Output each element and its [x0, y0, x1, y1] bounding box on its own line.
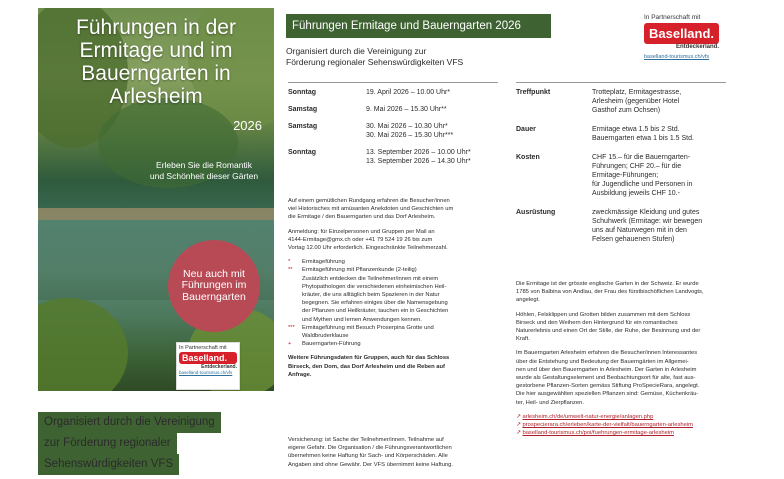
legend-mark: *: [288, 259, 291, 266]
schedule-time: 19. April 2026 – 10.00 Uhr*: [366, 89, 451, 96]
more-dates-line: Birseck, den Dom, das Dorf Arlesheim und die Reben auf: [288, 363, 445, 370]
badge-line: Bauerngarten: [182, 290, 246, 303]
baselland-logo: Baselland.: [644, 23, 719, 44]
info-row: [516, 125, 728, 143]
info-label: Dauer: [516, 126, 536, 133]
info-list: [516, 88, 728, 254]
badge-line: Führungen im: [181, 279, 247, 292]
text-line: 1785 von Balbina von Andlau, der Frau des fürstbischöflichen Landvogts,: [516, 289, 704, 296]
insurance-line: übernehmen keine Haftung für Sach- und Körperschäden. Alle: [288, 453, 448, 460]
more-dates-paragraph: [288, 354, 498, 379]
legend-text: [302, 266, 448, 323]
schedule-row: [288, 148, 498, 166]
organizer-banner: [38, 412, 258, 472]
legend-item: [288, 266, 498, 323]
subtitle-line: Förderung regionaler Sehenswürdigkeiten VFS: [286, 57, 464, 67]
schedule-row: [288, 122, 498, 140]
text-line: angelegt.: [516, 297, 540, 304]
intro-line: viel Historisches mit amüsanten Anekdoten und Geschichten um: [288, 206, 454, 213]
info-label: Kosten: [516, 154, 540, 161]
legend-mark: ***: [288, 324, 295, 331]
poster-title-line: Arlesheim: [109, 85, 203, 108]
bauerngarten-paragraph: [516, 349, 730, 406]
schedule-time: 30. Mai 2026 – 15.30 Uhr***: [366, 132, 454, 139]
link-url[interactable]: arlesheim.ch/de/umwelt-natur-energie/anlagen.php: [522, 413, 654, 420]
text-line: Kraft.: [516, 336, 530, 343]
partner-url[interactable]: baselland-tourismus.ch/vfs: [644, 54, 710, 60]
info-line: Schuhwerk (Ermitage: wir bewegen: [592, 218, 703, 225]
partner-sub: Entdeckerland.: [201, 364, 237, 370]
link-item[interactable]: [516, 429, 730, 437]
partner-label: In Partnerschaft mit: [644, 14, 701, 21]
legend-list: [288, 258, 498, 348]
registration-line: 4144-Ermitage@gmx.ch oder +41 79 524 19 26 bis zum: [288, 236, 433, 243]
schedule-list: [288, 88, 498, 174]
info-row: [516, 208, 728, 244]
partner-badge: [644, 14, 736, 70]
legend-text: [302, 340, 361, 348]
info-line: uns auf Naturwegen mit in den: [592, 227, 687, 234]
legend-line: begegnen. Sie erfahren einiges über die Namensgebung: [302, 300, 448, 307]
info-line: zweckmässige Kleidung und gutes: [592, 209, 700, 216]
footbridge: [38, 208, 274, 220]
legend-item: [288, 258, 498, 266]
insurance-paragraph: [288, 436, 498, 469]
ermitage-paragraph: [516, 280, 730, 305]
mid-text: [288, 197, 498, 379]
poster-year: 2026: [233, 118, 262, 133]
info-value: [592, 153, 692, 198]
info-label: Treffpunkt: [516, 89, 551, 96]
info-line: Arlesheim (gegenüber Hotel: [592, 98, 680, 105]
poster-tagline-line: und Schönheit dieser Gärten: [149, 171, 259, 181]
poster-image: [38, 8, 274, 391]
link-url[interactable]: baselland-tourismus.ch/poi/fuehrungen-ermitage-arlesheim: [522, 430, 674, 437]
text-line: gestorbene Pflanzen-Sorten gemäss Stiftung ProSpecieRara, angelegt.: [516, 383, 700, 390]
text-line: nen und über den Bauerngarten in Arlesheim. Der Garten in Arlesheim: [516, 366, 697, 373]
info-line: Führungen; CHF 20.– für die: [592, 163, 682, 170]
right-text: [516, 280, 730, 437]
link-arrow-icon: ↗: [516, 430, 523, 437]
legend-line: Ermitageführung mit Pflanzenkunde (2-teilig): [302, 267, 417, 274]
more-dates-line: Weitere Führungsdaten für Gruppen, auch für das Schloss: [288, 355, 450, 362]
legend-line: Zusätzlich entdecken die Teilnehmer/innen mit einem: [302, 275, 439, 282]
schedule-day: Sonntag: [288, 89, 316, 96]
subtitle: [286, 46, 463, 68]
text-line: wurde als Gestaltungselement und Beobachtungsort für alte, fast aus-: [516, 375, 696, 382]
info-line: CHF 15.– für die Bauerngarten-: [592, 154, 691, 161]
legend-line: der Pflanzen und Heilkräuter, tauchen ein in Geschichten: [302, 308, 449, 315]
insurance-line: Versicherung: ist Sache der Teilnehmer/innen. Teilnahme auf: [288, 437, 444, 443]
divider: [516, 82, 726, 83]
schedule-time: 9. Mai 2026 – 15.30 Uhr**: [366, 106, 447, 113]
legend-line: Ermitageführung: [302, 259, 345, 266]
schedule-times: [366, 88, 450, 97]
text-line: Birseck und den Weihern den Hintergrund für ein romantisches: [516, 319, 678, 326]
link-item[interactable]: [516, 413, 730, 421]
info-line: Trotteplatz, Ermitagestrasse,: [592, 89, 682, 96]
legend-line: Phytopathologen die verschiedenen einheimischen Heil-: [302, 283, 447, 290]
page-title: Führungen Ermitage und Bauerngarten 2026: [286, 14, 551, 38]
link-arrow-icon: ↗: [516, 413, 523, 420]
legend-text: [302, 324, 434, 340]
grotto-paragraph: [516, 311, 730, 344]
subtitle-line: Organisiert durch die Vereinigung zur: [286, 46, 427, 56]
info-line: Ermitage-Führungen;: [592, 172, 659, 179]
intro-line: die Ermitage / den Bauerngarten und das Dorf Arlesheim.: [288, 214, 436, 221]
info-line: für Jugendliche und Personen in: [592, 181, 693, 188]
poster-tagline: [134, 160, 274, 182]
divider: [288, 82, 498, 83]
organizer-line: Organisiert durch die Vereinigung: [38, 412, 221, 433]
schedule-day: Samstag: [288, 123, 318, 130]
info-label: Ausrüstung: [516, 209, 556, 216]
text-line: über die Entstehung und Bedeutung der Bauerngärten im Allgemei-: [516, 358, 689, 365]
text-line: Die Ermitage ist der grösste englische Garten in der Schweiz. Er wurde: [516, 281, 699, 287]
poster-title-line: Führungen in der: [76, 16, 236, 39]
text-line: Höhlen, Felsklippen und Grotten bilden zusammen mit dem Schloss: [516, 311, 691, 318]
info-line: Felsen gehauenen Stufen): [592, 236, 675, 243]
organizer-line: zur Förderung regionaler: [38, 433, 177, 454]
new-offer-badge: [168, 240, 260, 332]
registration-line: Anmeldung: für Einzelpersonen und Gruppen per Mail an: [288, 228, 435, 235]
info-line: Ermitage etwa 1.5 bis 2 Std.: [592, 126, 680, 133]
poster-title-line: Ermitage und im: [79, 39, 233, 62]
text-line: ter, Heil- und Zierpflanzen.: [516, 399, 584, 406]
info-line: Ausbildung jeweils CHF 10.-: [592, 190, 680, 197]
schedule-times: [366, 148, 471, 166]
info-line: Bauerngarten etwa 1 bis 1.5 Std.: [592, 135, 694, 142]
partner-url[interactable]: baselland-tourismus.ch/vfs: [179, 370, 233, 375]
info-line: Gasthof zum Ochsen): [592, 107, 661, 114]
info-value: [592, 88, 681, 115]
schedule-times: [366, 105, 447, 114]
poster-tagline-line: Erleben Sie die Romantik: [156, 160, 252, 170]
registration-paragraph: [288, 228, 498, 253]
partner-badge-poster: [176, 342, 240, 390]
registration-line: Vortag 12.00 Uhr erforderlich. Eingeschränkte Teilnehmerzahl.: [288, 245, 448, 252]
insurance-line: Angaben sind ohne Gewähr. Der VFS übernimmt keine Haftung.: [288, 461, 453, 468]
schedule-row: [288, 105, 498, 114]
schedule-time: 13. September 2026 – 14.30 Uhr*: [366, 158, 471, 165]
text-line: Im Bauerngarten Arlesheim erfahren die Besucher/innen Interessantes: [516, 350, 698, 357]
intro-paragraph: [288, 197, 498, 222]
schedule-day: Samstag: [288, 106, 318, 113]
baselland-logo: Baselland.: [179, 352, 237, 364]
info-row: [516, 153, 728, 198]
poster-title-line: Bauerngarten in: [81, 62, 231, 85]
schedule-times: [366, 122, 453, 140]
link-url[interactable]: prospecierara.ch/erleben/karte-der-vielfalt/bauerngarten-arlesheim: [522, 422, 693, 429]
legend-mark: +: [288, 341, 292, 348]
text-line: Naturerlebnis und einen Ort der Stille, der Ruhe, der Besinnung und der: [516, 328, 701, 335]
schedule-day: Sonntag: [288, 149, 316, 156]
legend-line: Bauerngarten-Führung: [302, 341, 361, 348]
legend-line: und Mythen und lernen Anwendungen kennen.: [302, 316, 422, 323]
organizer-line: Sehenswürdigkeiten VFS: [38, 454, 179, 475]
legend-line: Waldbruderklause: [302, 333, 349, 340]
legend-line: Ermitageführung mit Besuch Proserpina Grotte und: [302, 324, 434, 331]
intro-line: Auf einem gemütlichen Rundgang erfahren die Besucher/innen: [288, 198, 450, 204]
partner-label: In Partnerschaft mit: [179, 345, 227, 351]
link-arrow-icon: ↗: [516, 422, 523, 429]
text-line: Die hier ausgewählten speziellen Pflanzen sind: Gemüse, Küchenkräu-: [516, 391, 699, 398]
legend-item: [288, 324, 498, 340]
legend-item: [288, 340, 498, 348]
poster-title: [38, 16, 274, 108]
legend-text: [302, 258, 345, 266]
info-value: [592, 125, 694, 143]
link-list: [516, 413, 730, 438]
schedule-time: 30. Mai 2026 – 10.30 Uhr*: [366, 123, 448, 130]
schedule-row: [288, 88, 498, 97]
badge-line: Neu auch mit: [183, 267, 245, 280]
info-value: [592, 208, 702, 244]
schedule-time: 13. September 2026 – 10.00 Uhr*: [366, 149, 471, 156]
legend-mark: **: [288, 267, 293, 274]
partner-sub: Entdeckerland.: [676, 44, 720, 50]
more-dates-line: Anfrage.: [288, 371, 312, 378]
legend-line: kräuter, die uns alltäglich beim Spazieren in der Natur: [302, 292, 440, 299]
info-row: [516, 88, 728, 115]
link-item[interactable]: [516, 421, 730, 429]
insurance-line: eigene Gefahr. Die Organisation / die Führungsverantwortlichen: [288, 445, 452, 452]
